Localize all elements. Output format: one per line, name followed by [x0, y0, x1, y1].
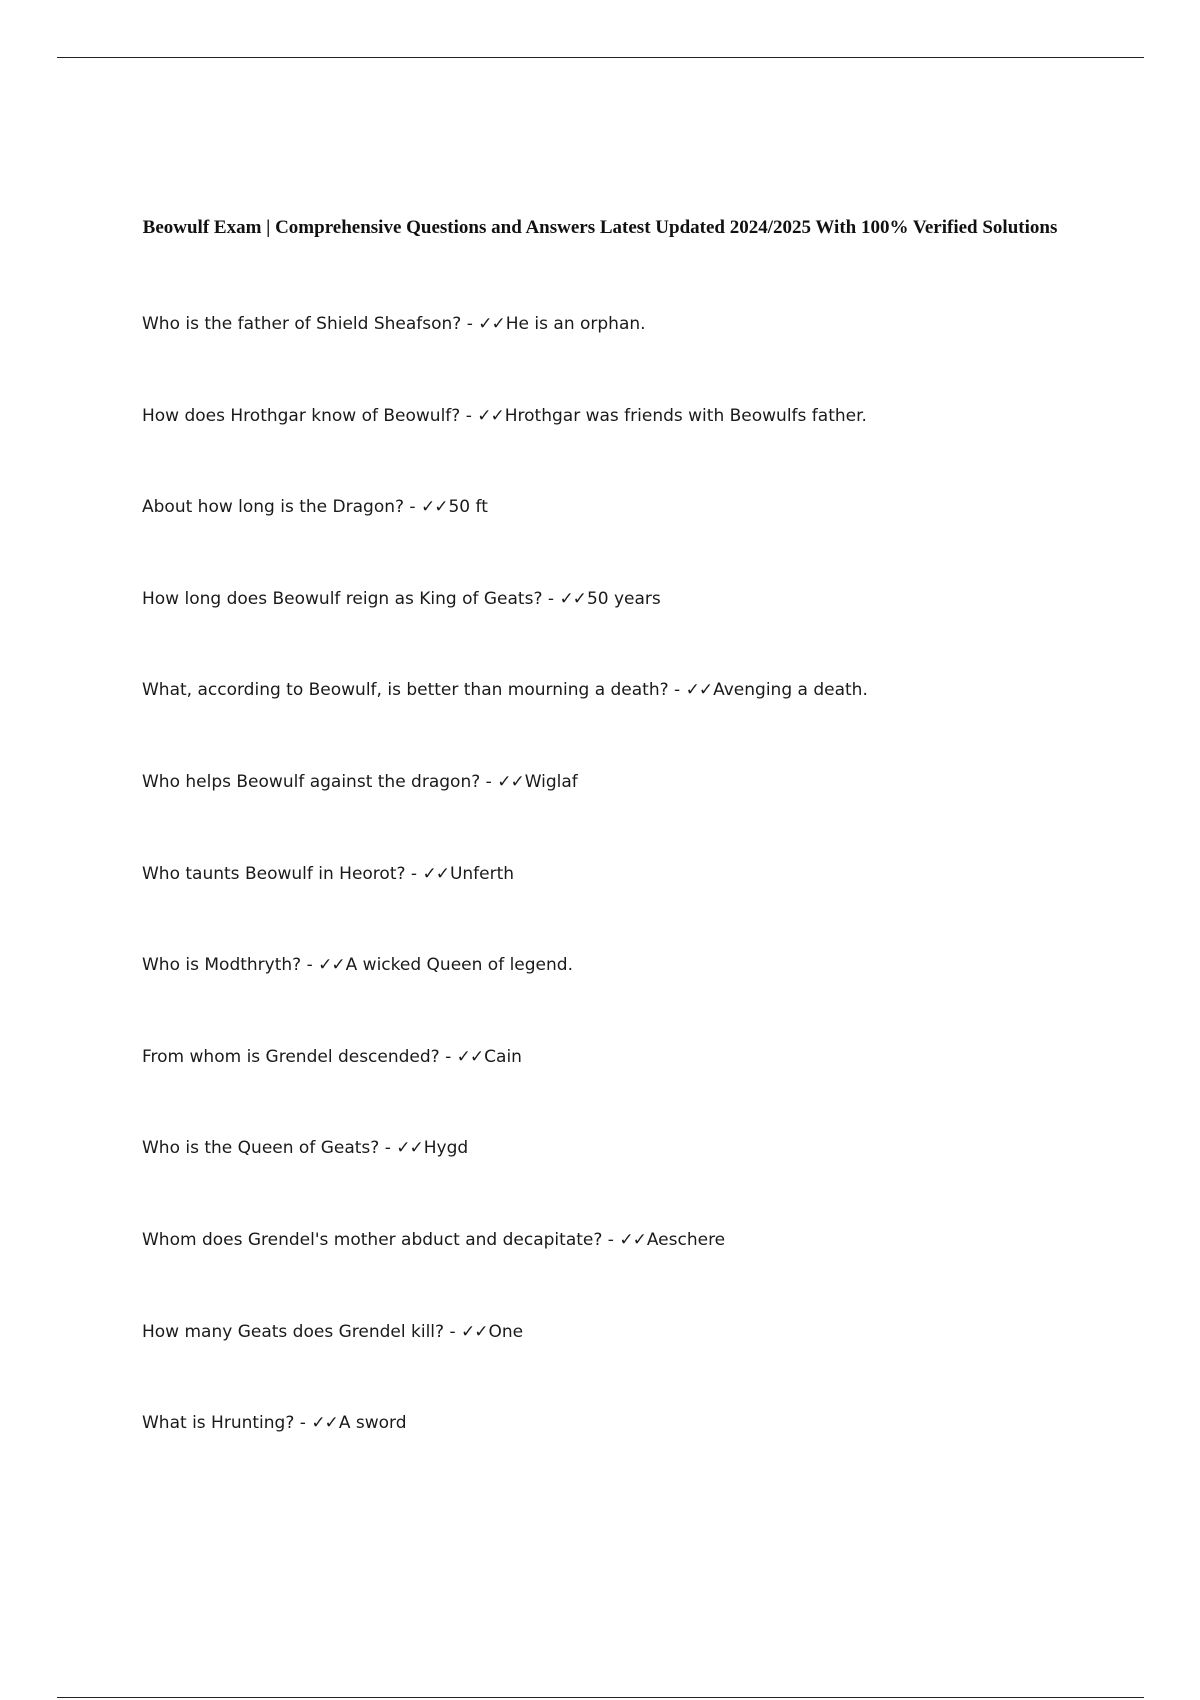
qa-item — [142, 312, 1102, 404]
question-text: About how long is the Dragon? — [142, 497, 405, 518]
qa-item — [142, 1136, 1102, 1228]
question-text: What, according to Beowulf, is better than mourning a death? — [142, 680, 669, 701]
question-text: How does Hrothgar know of Beowulf? — [142, 405, 461, 426]
separator: - — [294, 1413, 312, 1434]
question-text: Who is the father of Shield Sheafson? — [142, 314, 462, 334]
double-check-icon: ✓✓ — [497, 771, 524, 792]
answer-text: A sword — [338, 1413, 407, 1434]
separator: - — [301, 955, 319, 976]
question-text: Whom does Grendel's mother abduct and decapitate? — [142, 1229, 603, 1250]
separator: - — [404, 497, 421, 518]
separator: - — [379, 1138, 397, 1159]
double-check-icon: ✓✓ — [311, 1413, 338, 1434]
separator: - — [439, 1046, 457, 1067]
qa-item — [142, 1320, 1102, 1412]
qa-item — [142, 678, 1102, 770]
qa-item — [142, 1411, 1102, 1503]
answer-text: One — [488, 1321, 524, 1342]
double-check-icon: ✓✓ — [559, 588, 586, 609]
answer-text: A wicked Queen of legend. — [345, 955, 573, 976]
double-check-icon: ✓✓ — [422, 863, 449, 884]
answer-text: Cain — [484, 1046, 522, 1067]
answer-text: 50 ft — [448, 497, 488, 518]
answer-text: Unferth — [449, 863, 515, 884]
double-check-icon: ✓✓ — [396, 1138, 423, 1159]
question-text: How long does Beowulf reign as King of Geats? — [142, 588, 543, 609]
qa-item — [142, 1045, 1102, 1137]
separator: - — [542, 588, 560, 609]
qa-list — [142, 312, 1102, 1503]
double-check-icon: ✓✓ — [685, 680, 713, 701]
question-text: What is Hrunting? — [142, 1413, 295, 1434]
separator: - — [405, 863, 423, 884]
question-text: Who is the Queen of Geats? — [142, 1138, 380, 1159]
question-text: Who taunts Beowulf in Heorot? — [142, 863, 406, 884]
qa-item — [142, 495, 1102, 587]
question-text: How many Geats does Grendel kill? — [142, 1321, 445, 1342]
separator: - — [668, 680, 686, 701]
answer-text: Avenging a death. — [713, 680, 868, 701]
answer-text: 50 years — [586, 588, 661, 609]
double-check-icon: ✓✓ — [477, 405, 504, 426]
separator: - — [461, 314, 479, 334]
top-divider — [57, 57, 1144, 58]
double-check-icon: ✓✓ — [420, 497, 448, 518]
qa-item — [142, 587, 1102, 679]
question-text: Who helps Beowulf against the dragon? — [142, 771, 481, 792]
double-check-icon: ✓✓ — [456, 1046, 484, 1067]
answer-text: Wiglaf — [524, 771, 578, 792]
qa-item — [142, 1228, 1102, 1320]
answer-text: Hrothgar was friends with Beowulfs father. — [504, 405, 867, 426]
question-text: From whom is Grendel descended? — [142, 1046, 440, 1067]
answer-text: He is an orphan. — [505, 314, 646, 334]
double-check-icon: ✓✓ — [478, 314, 505, 334]
answer-text: Aeschere — [646, 1229, 726, 1250]
separator: - — [460, 405, 478, 426]
qa-item — [142, 862, 1102, 954]
answer-text: Hygd — [423, 1138, 469, 1159]
qa-item — [142, 953, 1102, 1045]
double-check-icon: ✓✓ — [619, 1229, 646, 1250]
qa-item — [142, 770, 1102, 862]
separator: - — [444, 1321, 461, 1342]
question-text: Who is Modthryth? — [142, 955, 302, 976]
bottom-divider — [57, 1697, 1144, 1698]
page-title: Beowulf Exam | Comprehensive Questions and Answers Latest Updated 2024/2025 With 100% Verified Solutions — [142, 217, 1058, 238]
double-check-icon: ✓✓ — [461, 1321, 488, 1342]
double-check-icon: ✓✓ — [318, 955, 345, 976]
separator: - — [602, 1229, 620, 1250]
qa-item — [142, 404, 1102, 496]
separator: - — [480, 771, 498, 792]
